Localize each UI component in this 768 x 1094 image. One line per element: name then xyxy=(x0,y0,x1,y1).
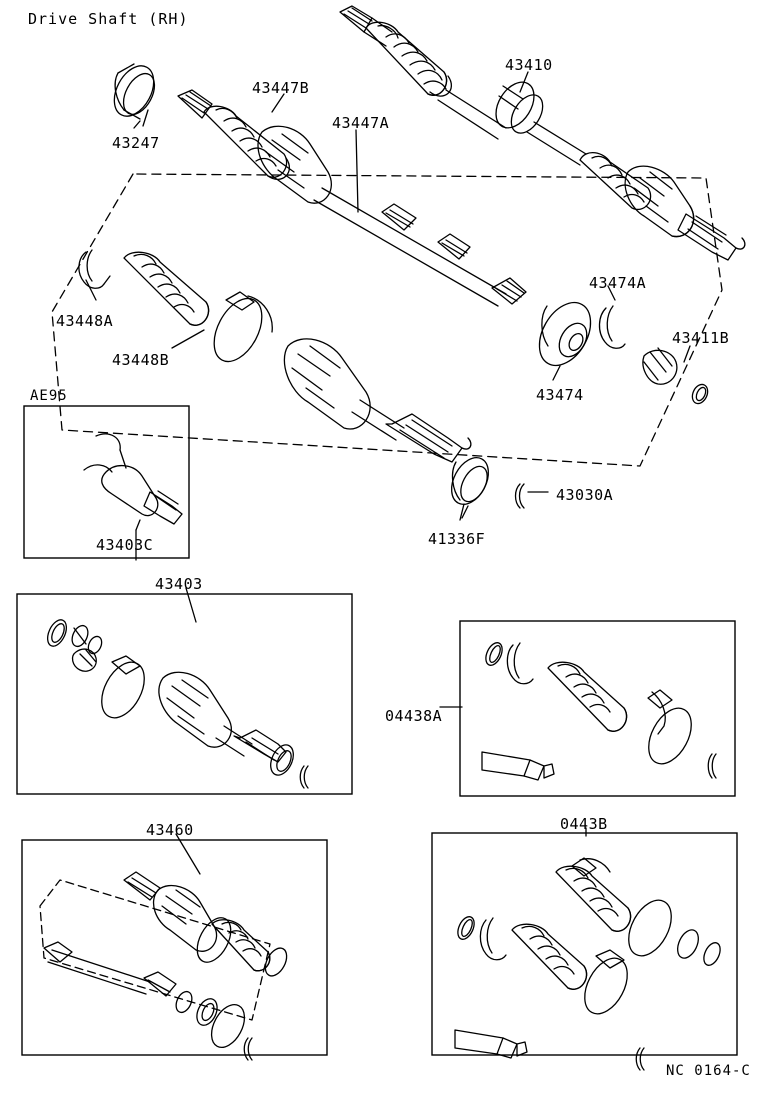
part-label-43411B: 43411B xyxy=(672,329,730,347)
part-label-43030A: 43030A xyxy=(556,486,614,504)
part-label-43410: 43410 xyxy=(505,56,553,74)
part-label-0443B: 0443B xyxy=(560,815,608,833)
part-label-43448B: 43448B xyxy=(112,351,170,369)
part-label-43460: 43460 xyxy=(146,821,194,839)
part-label-43474: 43474 xyxy=(536,386,584,404)
part-label-43447A: 43447A xyxy=(332,114,390,132)
part-label-43448A: 43448A xyxy=(56,312,114,330)
part-label-41336F: 41336F xyxy=(428,530,486,548)
part-label-43247: 43247 xyxy=(112,134,160,152)
diagram-footer-code: NC 0164-C xyxy=(666,1063,751,1079)
part-label-43447B: 43447B xyxy=(252,79,310,97)
part-label-43474A: 43474A xyxy=(589,274,647,292)
diagram-title: Drive Shaft (RH) xyxy=(28,10,189,28)
part-label-43403C: 43403C xyxy=(96,536,154,554)
inset-tag-ae95: AE95 xyxy=(30,388,68,404)
part-label-43403: 43403 xyxy=(155,575,203,593)
part-label-04438A: 04438A xyxy=(385,707,443,725)
